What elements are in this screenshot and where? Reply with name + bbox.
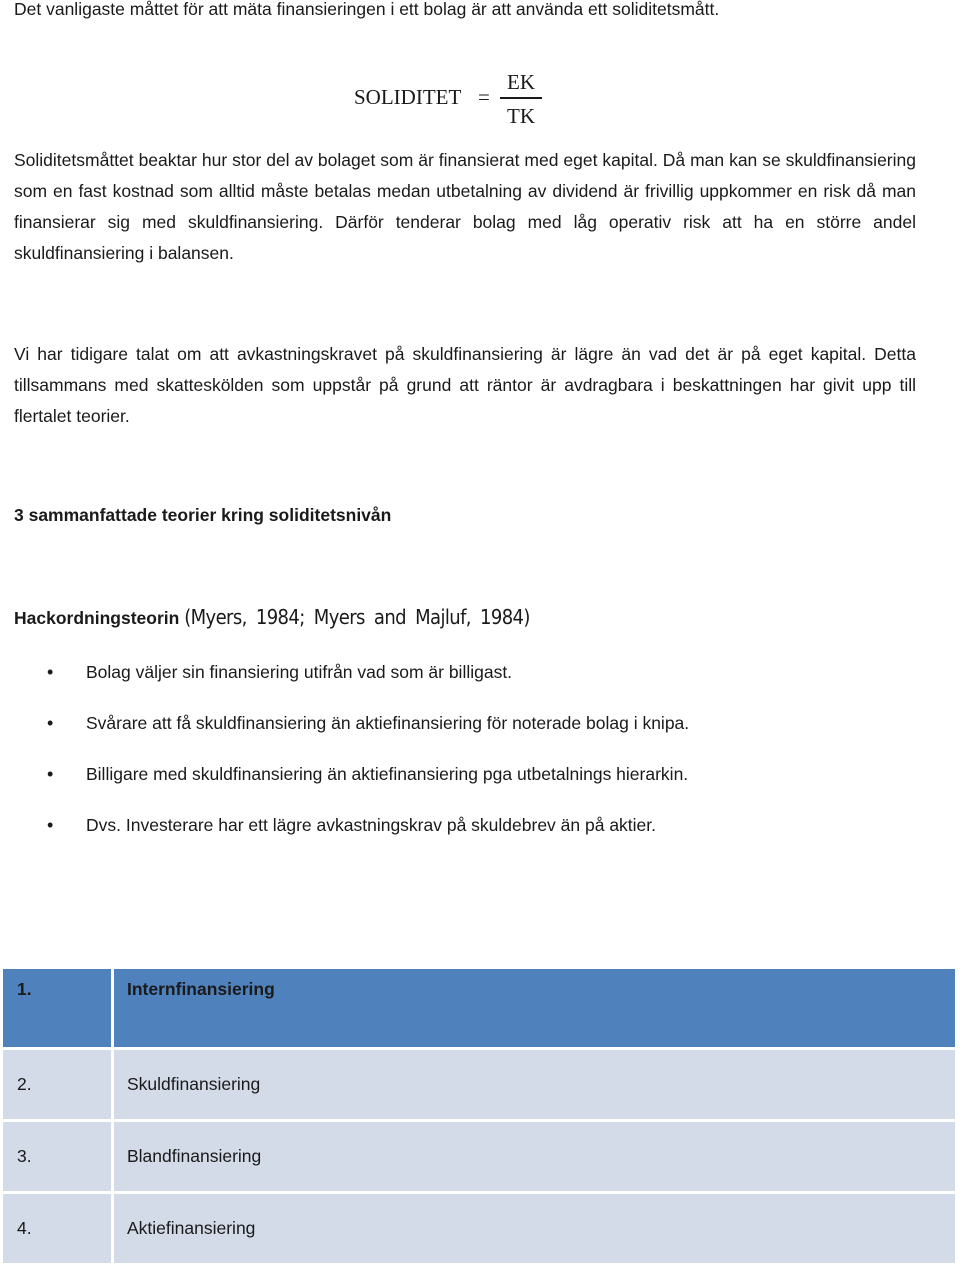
row-label: Internfinansiering (113, 968, 957, 1049)
fraction-bar (500, 97, 542, 99)
theory-title: Hackordningsteorin (14, 608, 180, 628)
row-number: 1. (2, 968, 113, 1049)
formula-lhs: SOLIDITET (354, 85, 462, 109)
row-label: Aktiefinansiering (113, 1193, 957, 1265)
row-number: 3. (2, 1121, 113, 1193)
solidity-formula (354, 68, 554, 130)
list-item-text: Svårare att få skuldfinansiering än aktiefinansiering för noterade bolag i knipa. (86, 713, 690, 733)
bullet-icon: • (47, 662, 54, 682)
formula-equals: = (478, 85, 490, 109)
row-label: Blandfinansiering (113, 1121, 957, 1193)
theory-reference: (Myers, 1984; Myers and Majluf, 1984) (184, 605, 530, 629)
row-label: Skuldfinansiering (113, 1049, 957, 1121)
row-number: 4. (2, 1193, 113, 1265)
list-item-text: Dvs. Investerare har ett lägre avkastningskrav på skuldebrev än på aktier. (86, 815, 657, 835)
section-heading: 3 sammanfattade teorier kring soliditetsnivån (14, 505, 392, 525)
formula-numerator: EK (507, 70, 535, 94)
table-row (2, 1121, 957, 1193)
table-row (2, 968, 957, 1049)
list-item-text: Billigare med skuldfinansiering än aktiefinansiering pga utbetalnings hierarkin. (86, 764, 689, 784)
table-row (2, 1193, 957, 1265)
formula-denominator: TK (507, 104, 535, 128)
subsection-heading (14, 605, 530, 629)
financing-order-table (0, 966, 958, 1266)
row-number: 2. (2, 1049, 113, 1121)
intro-text: Det vanligaste måttet för att mäta finansieringen i ett bolag är att använda ett soliditetsmått. (14, 0, 720, 19)
table-row (2, 1049, 957, 1121)
paragraph-solidity: Soliditetsmåttet beaktar hur stor del av bolaget som är finansierat med eget kapital. Då man kan se skuldfinansiering som en fast kostnad som alltid måste betalas medan utbetalning av dividend är frivillig uppkommer en risk då man finansierar sig med skuldfinansiering. Därför tenderar bolag med låg operativ risk att ha en större andel skuldfinansiering i balansen. (14, 150, 916, 263)
bullet-icon: • (47, 815, 54, 835)
bullet-icon: • (47, 764, 54, 784)
paragraph-theories: Vi har tidigare talat om att avkastningskravet på skuldfinansiering är lägre än vad det är på eget kapital. Detta tillsammans med skatteskölden som uppstår på grund att räntor är avdragbara i beskattningen har givit upp till flertalet teorier. (14, 344, 916, 426)
bullet-icon: • (47, 713, 54, 733)
list-item-text: Bolag väljer sin finansiering utifrån vad som är billigast. (86, 662, 513, 682)
